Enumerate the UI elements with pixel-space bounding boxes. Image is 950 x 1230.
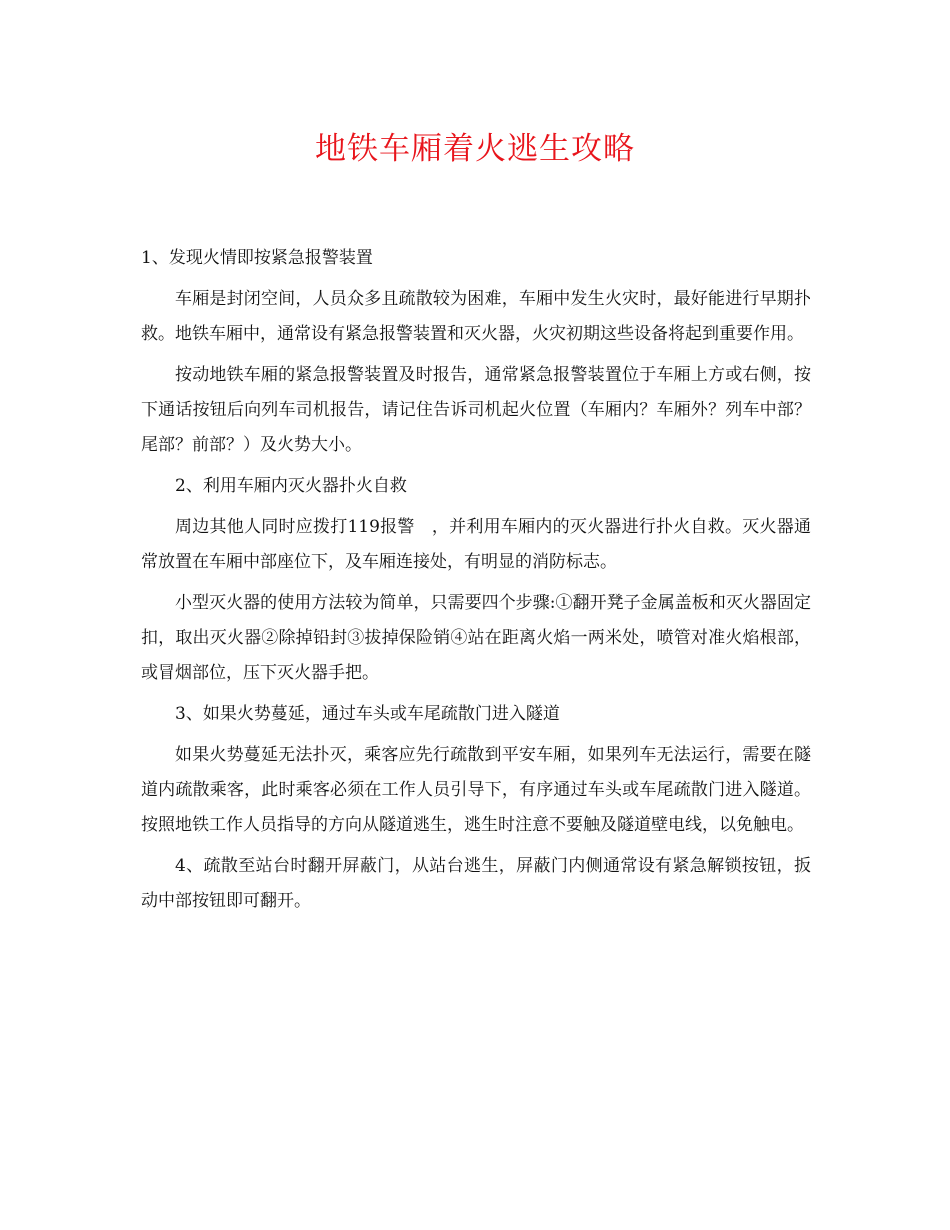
paragraph-3: 周边其他人同时应拨打119报警 ，并利用车厢内的灭火器进行扑火自救。灭火器通常放置在车厢中部座位下，及车厢连接处，有明显的消防标志。 bbox=[141, 517, 811, 572]
document-body bbox=[141, 241, 811, 925]
section-heading-3: 3、如果火势蔓延，通过车头或车尾疏散门进入隧道 bbox=[175, 704, 560, 724]
section-heading-2: 2、利用车厢内灭火器扑火自救 bbox=[175, 476, 407, 496]
section-heading-1: 1、发现火情即按紧急报警装置 bbox=[141, 248, 373, 268]
paragraph-5: 如果火势蔓延无法扑灭，乘客应先行疏散到平安车厢，如果列车无法运行，需要在隧道内疏散乘客，此时乘客必须在工作人员引导下，有序通过车头或车尾疏散门进入隧道。按照地铁工作人员指导的方向从隧道逃生，逃生时注意不要触及隧道壁电线，以免触电。 bbox=[141, 745, 811, 835]
section-heading-4-paragraph: 4、疏散至站台时翻开屏蔽门，从站台逃生，屏蔽门内侧通常设有紧急解锁按钮，扳动中部按钮即可翻开。 bbox=[141, 856, 811, 911]
paragraph-2: 按动地铁车厢的紧急报警装置及时报告，通常紧急报警装置位于车厢上方或右侧，按下通话按钮后向列车司机报告，请记住告诉司机起火位置（车厢内？车厢外？列车中部？尾部？前部？）及火势大小。 bbox=[141, 365, 811, 455]
paragraph-1: 车厢是封闭空间，人员众多且疏散较为困难，车厢中发生火灾时，最好能进行早期扑救。地铁车厢中，通常设有紧急报警装置和灭火器，火灾初期这些设备将起到重要作用。 bbox=[141, 289, 811, 344]
document-title: 地铁车厢着火逃生攻略 bbox=[315, 131, 635, 167]
paragraph-4: 小型灭火器的使用方法较为简单，只需要四个步骤:①翻开凳子金属盖板和灭火器固定扣，取出灭火器②除掉铅封③拔掉保险销④站在距离火焰一两米处，喷管对准火焰根部，或冒烟部位，压下灭火器手把。 bbox=[141, 593, 811, 683]
